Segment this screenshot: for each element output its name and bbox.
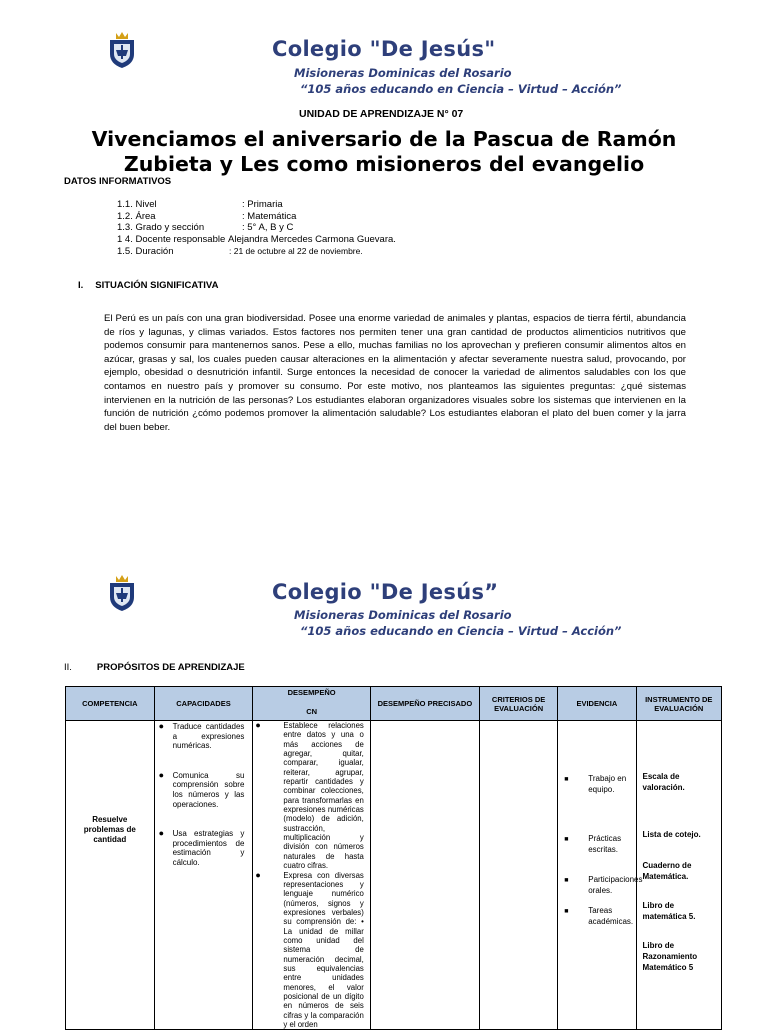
- school-motto: “105 años educando en Ciencia – Virtud – Acción”: [300, 82, 622, 96]
- capacidad-text: Traduce cantidades a expresiones numéricas.: [172, 722, 245, 751]
- instrumento-item: Libro de matemática 5.: [642, 901, 696, 921]
- school-crest-logo: [106, 30, 138, 70]
- table-row: [66, 721, 722, 1030]
- evidencia-text: Trabajo en equipo.: [588, 774, 627, 794]
- desempeno-text: Expresa con diversas representaciones y lenguaje numérico (números, signos y expresiones verbales) su comprensión de: • La unidad de millar como unidad del sistema de numeración decimal, sus equivalencias entre unidades menores, el valor posicional de un dígito en números de seis cifras y la comparación y el orden: [283, 870, 364, 1029]
- unit-heading: UNIDAD DE APRENDIZAJE N° 07: [299, 108, 464, 120]
- competencia-cell: [66, 721, 155, 1030]
- section-1-label: SITUACIÓN SIGNIFICATIVA: [95, 280, 219, 291]
- capacidad-item: ● Traduce cantidades a expresiones numéricas.: [158, 721, 245, 751]
- instrumento-item: Cuaderno de Matemática.: [642, 861, 692, 881]
- header-instrumento: INSTRUMENTO DE EVALUACIÓN: [636, 687, 722, 721]
- desempeno-precisado-cell: [370, 721, 479, 1030]
- info-value: : 5° A, B y C: [242, 222, 294, 234]
- unit-title-line-2: Zubieta y Les como misioneros del evangelio: [123, 152, 645, 176]
- info-row-grado: [117, 222, 396, 234]
- propositos-table: [65, 686, 722, 1030]
- evidencia-text: Participaciones orales.: [588, 875, 643, 895]
- evidencia-text: Tareas académicas.: [588, 906, 634, 926]
- header-capacidades: CAPACIDADES: [154, 687, 253, 721]
- school-motto: “105 años educando en Ciencia – Virtud – Acción”: [300, 624, 622, 638]
- evidencia-cell: [558, 721, 643, 1030]
- capacidad-item: ● Comunica su comprensión sobre los números y las operaciones.: [158, 769, 245, 809]
- congregation-name: Misioneras Dominicas del Rosario: [294, 66, 512, 80]
- info-value: : Primaria: [242, 199, 283, 210]
- capacidades-cell: [154, 721, 253, 1030]
- header-competencia: COMPETENCIA: [66, 687, 155, 721]
- header-desempeno-label: DESEMPEÑO: [287, 688, 336, 697]
- info-key: 1.5. Duración: [117, 245, 174, 257]
- unit-title: [60, 127, 708, 177]
- evidencia-item: ■ Tareas académicas.: [564, 906, 634, 926]
- evidencia-item: ■ Participaciones orales.: [564, 875, 643, 895]
- desempeno-text: Establece relaciones entre datos y una o más acciones de agregar, quitar, comparar, igualar, reiterar, agrupar, repartir cantidades y combinar colecciones, para transformarlas en expresiones numéricas (modelo) de adición, sustracción, multiplicación y división con números naturales de hasta cuatro cifras.: [283, 721, 364, 871]
- header-criterios: CRITERIOS DE EVALUACIÓN: [479, 687, 557, 721]
- info-row-docente: [117, 234, 396, 246]
- section-2-number: II.: [64, 662, 72, 673]
- info-row-area: [117, 211, 396, 223]
- table-header-row: [66, 687, 722, 721]
- header-desempeno-precisado: DESEMPEÑO PRECISADO: [370, 687, 479, 721]
- header-desempeno-sub: CN: [306, 707, 318, 716]
- capacidad-text: Comunica su comprensión sobre los números y las operaciones.: [172, 770, 245, 809]
- instrumento-cell: [636, 721, 722, 1030]
- instrumento-item: Escala de valoración.: [642, 772, 685, 792]
- instrumento-item: Libro de Razonamiento Matemático 5: [642, 941, 698, 972]
- info-row-nivel: [117, 199, 396, 211]
- section-2-heading: [64, 662, 245, 673]
- info-value: : 21 de octubre al 22 de noviembre.: [229, 245, 363, 256]
- school-name: Colegio "De Jesús”: [272, 580, 499, 604]
- criterios-cell: [479, 721, 557, 1030]
- section-1-heading: [78, 280, 218, 291]
- evidencia-text: Prácticas escritas.: [588, 834, 622, 854]
- competencia-text: Resuelve problemas de cantidad: [83, 815, 136, 845]
- evidencia-item: ■ Trabajo en equipo.: [564, 774, 627, 794]
- evidencia-item: ■ Prácticas escritas.: [564, 834, 622, 854]
- header-desempeno: [253, 687, 370, 721]
- instrumento-item: Lista de cotejo.: [642, 830, 701, 839]
- header-evidencia: EVIDENCIA: [558, 687, 636, 721]
- info-value: Alejandra Mercedes Carmona Guevara.: [228, 234, 396, 246]
- school-crest-logo: [106, 573, 138, 613]
- desempeno-cell: [253, 721, 370, 1030]
- info-key: 1 4. Docente responsable: [117, 234, 226, 246]
- congregation-name: Misioneras Dominicas del Rosario: [294, 608, 512, 622]
- school-name: Colegio "De Jesús": [272, 37, 496, 61]
- desempeno-item: ● Establece relaciones entre datos y una o más acciones de agregar, quitar, comparar, igualar, reiterar, agrupar, repartir cantidades y combinar colecciones, para transformarlas en expresiones numéricas (modelo) de adición, sustracción, multiplicación y división con números naturales de hasta cuatro cifras.: [255, 720, 364, 871]
- capacidad-text: Usa estrategias y procedimientos de estimación y cálculo.: [172, 829, 245, 867]
- info-key: 1.3. Grado y sección: [117, 222, 205, 234]
- desempeno-item: ● Expresa con diversas representaciones y lenguaje numérico (números, signos y expresiones verbales) su comprensión de: • La unidad de millar como unidad del sistema de numeración decimal, sus equivalencias entre unidades menores, el valor posicional de un dígito en números de seis cifras y la comparación y el orden: [255, 869, 364, 1029]
- datos-informativos-label: DATOS INFORMATIVOS: [64, 176, 172, 187]
- info-row-duracion: [117, 246, 396, 258]
- capacidad-item: ● Usa estrategias y procedimientos de estimación y cálculo.: [158, 828, 245, 867]
- info-key: 1.2. Área: [117, 210, 156, 222]
- section-2-label: PROPÓSITOS DE APRENDIZAJE: [96, 662, 245, 673]
- info-value: : Matemática: [242, 210, 297, 222]
- info-key: 1.1. Nivel: [117, 199, 157, 210]
- section-1-number: I.: [78, 280, 84, 291]
- situacion-significativa-paragraph: El Perú es un país con una gran biodiversidad. Posee una enorme variedad de animales y plantas, espacios de tierra fértil, abundancia de ríos y lagunas, y climas variados. Estos factores nos permiten tener una gran cantidad de productos alimenticios nutritivos que podemos consumir para mantenernos sanos. Pese a ello, muchas familias no los aprovechan y prefieren consumir alimentos altos en azúcar, grasas y sal, los cuales pueden causar alteraciones en la alimentación y afectar severamente nuestra salud, provocando, por ejemplo, obesidad o desnutrición infantil. Surge entonces la necesidad de conocer la variedad de alimentos saludables con los que contamos en nuestro país y promover su consumo. Por este motivo, nos planteamos las siguientes preguntas: ¿qué sistemas intervienen en la nutrición de las personas? Los estudiantes elaboran organizadores visuales sobre los sistemas que intervienen en la función de nutrición ¿cómo podemos promover la alimentación saludable? Los estudiantes elaboran el plato del buen comer y la jarra del buen beber.: [104, 313, 686, 433]
- unit-title-line-1: Vivenciamos el aniversario de la Pascua de Ramón: [91, 127, 677, 151]
- datos-informativos-list: [117, 199, 396, 257]
